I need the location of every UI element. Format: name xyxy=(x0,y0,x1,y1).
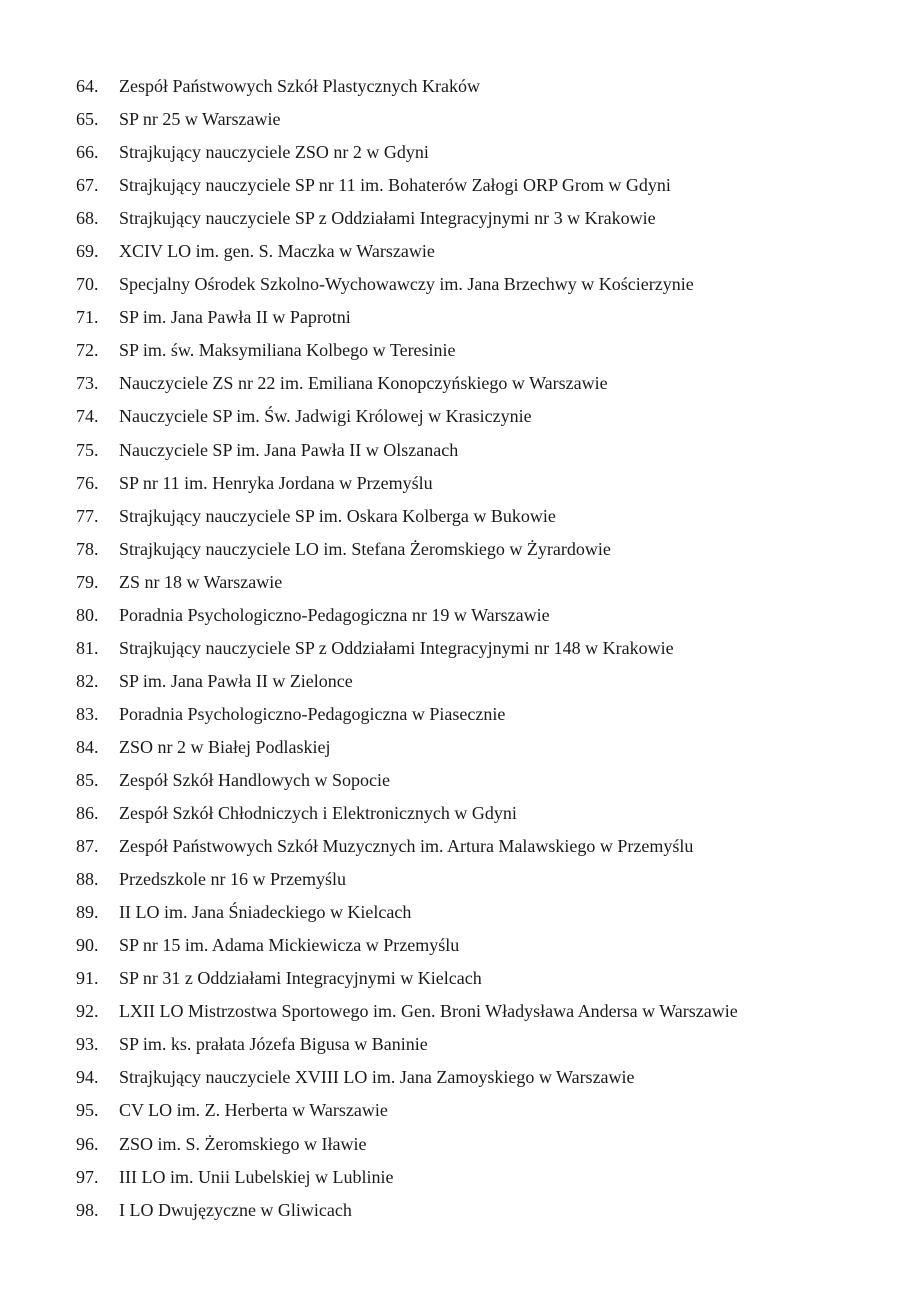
item-text: ZSO nr 2 w Białej Podlaskiej xyxy=(119,736,331,757)
list-item xyxy=(0,1094,920,1127)
item-text: SP im. Jana Pawła II w Paprotni xyxy=(119,307,351,328)
item-number: 67. xyxy=(76,175,99,196)
item-number: 71. xyxy=(76,307,99,328)
list-item xyxy=(0,962,920,995)
list-item xyxy=(0,599,920,632)
list-item xyxy=(0,400,920,433)
list-item xyxy=(0,1028,920,1061)
item-number: 78. xyxy=(76,538,99,559)
list-item xyxy=(0,70,920,103)
item-text: Zespół Szkół Handlowych w Sopocie xyxy=(119,769,390,790)
list-item xyxy=(0,301,920,334)
item-number: 77. xyxy=(76,505,99,526)
list-item xyxy=(0,169,920,202)
item-text: ZSO im. S. Żeromskiego w Iławie xyxy=(119,1133,367,1154)
item-number: 76. xyxy=(76,472,99,493)
list-item xyxy=(0,500,920,533)
list-item xyxy=(0,698,920,731)
item-number: 81. xyxy=(76,637,99,658)
item-number: 79. xyxy=(76,571,99,592)
item-number: 66. xyxy=(76,142,99,163)
item-text: SP nr 15 im. Adama Mickiewicza w Przemyślu xyxy=(119,935,460,956)
item-text: SP im. ks. prałata Józefa Bigusa w Baninie xyxy=(119,1034,428,1055)
item-number: 93. xyxy=(76,1034,99,1055)
item-text: Zespół Szkół Chłodniczych i Elektronicznych w Gdyni xyxy=(119,803,517,824)
item-text: SP im. Jana Pawła II w Zielonce xyxy=(119,670,353,691)
item-text: Strajkujący nauczyciele XVIII LO im. Jana Zamoyskiego w Warszawie xyxy=(119,1067,635,1088)
item-text: Strajkujący nauczyciele SP im. Oskara Kolberga w Bukowie xyxy=(119,505,556,526)
list-item xyxy=(0,1128,920,1161)
list-item xyxy=(0,434,920,467)
item-number: 91. xyxy=(76,968,99,989)
item-number: 74. xyxy=(76,406,99,427)
item-text: SP nr 25 w Warszawie xyxy=(119,109,281,130)
list-item xyxy=(0,103,920,136)
item-text: Strajkujący nauczyciele SP z Oddziałami Integracyjnymi nr 148 w Krakowie xyxy=(119,637,674,658)
item-number: 87. xyxy=(76,836,99,857)
item-number: 98. xyxy=(76,1199,99,1220)
item-text: Przedszkole nr 16 w Przemyślu xyxy=(119,869,346,890)
item-number: 65. xyxy=(76,109,99,130)
item-text: Nauczyciele ZS nr 22 im. Emiliana Konopczyńskiego w Warszawie xyxy=(119,373,608,394)
item-number: 64. xyxy=(76,76,99,96)
item-number: 97. xyxy=(76,1166,99,1187)
item-text: Nauczyciele SP im. Jana Pawła II w Olszanach xyxy=(119,439,459,460)
list-item xyxy=(0,367,920,400)
item-number: 90. xyxy=(76,935,99,956)
item-number: 96. xyxy=(76,1133,99,1154)
item-number: 73. xyxy=(76,373,99,394)
item-text: II LO im. Jana Śniadeckiego w Kielcach xyxy=(119,902,412,923)
item-number: 72. xyxy=(76,340,99,361)
item-number: 86. xyxy=(76,803,99,824)
list-item xyxy=(0,995,920,1028)
item-text: ZS nr 18 w Warszawie xyxy=(119,571,283,592)
item-number: 82. xyxy=(76,670,99,691)
item-text: Poradnia Psychologiczno-Pedagogiczna nr 19 w Warszawie xyxy=(119,604,550,625)
item-text: Strajkujący nauczyciele SP z Oddziałami Integracyjnymi nr 3 w Krakowie xyxy=(119,208,656,229)
item-text: SP im. św. Maksymiliana Kolbego w Teresinie xyxy=(119,340,456,361)
item-number: 68. xyxy=(76,208,99,229)
list-item xyxy=(0,533,920,566)
item-number: 89. xyxy=(76,902,99,923)
item-text: Nauczyciele SP im. Św. Jadwigi Królowej w Krasiczynie xyxy=(119,406,532,427)
item-number: 88. xyxy=(76,869,99,890)
item-text: SP nr 31 z Oddziałami Integracyjnymi w Kielcach xyxy=(119,968,482,989)
item-number: 83. xyxy=(76,703,99,724)
list-item xyxy=(0,797,920,830)
item-text: SP nr 11 im. Henryka Jordana w Przemyślu xyxy=(119,472,433,493)
item-number: 92. xyxy=(76,1001,99,1022)
item-text: Specjalny Ośrodek Szkolno-Wychowawczy im. Jana Brzechwy w Kościerzynie xyxy=(119,274,694,295)
item-text: CV LO im. Z. Herberta w Warszawie xyxy=(119,1100,388,1121)
list-item xyxy=(0,1161,920,1194)
item-text: Strajkujący nauczyciele LO im. Stefana Żeromskiego w Żyrardowie xyxy=(119,538,611,559)
item-number: 75. xyxy=(76,439,99,460)
list-item xyxy=(0,235,920,268)
item-number: 84. xyxy=(76,736,99,757)
item-number: 94. xyxy=(76,1067,99,1088)
list-item xyxy=(0,731,920,764)
list-item xyxy=(0,830,920,863)
list-item xyxy=(0,1061,920,1094)
item-number: 80. xyxy=(76,604,99,625)
list-item xyxy=(0,566,920,599)
item-text: Zespół Państwowych Szkół Plastycznych Kraków xyxy=(119,76,480,96)
list-item xyxy=(0,632,920,665)
item-text: Poradnia Psychologiczno-Pedagogiczna w Piasecznie xyxy=(119,703,506,724)
item-text: LXII LO Mistrzostwa Sportowego im. Gen. Broni Władysława Andersa w Warszawie xyxy=(119,1001,738,1022)
list-item xyxy=(0,202,920,235)
item-text: I LO Dwujęzyczne w Gliwicach xyxy=(119,1199,352,1220)
item-number: 69. xyxy=(76,241,99,262)
item-text: Zespół Państwowych Szkół Muzycznych im. Artura Malawskiego w Przemyślu xyxy=(119,836,694,857)
item-text: III LO im. Unii Lubelskiej w Lublinie xyxy=(119,1166,394,1187)
list-item xyxy=(0,334,920,367)
item-text: XCIV LO im. gen. S. Maczka w Warszawie xyxy=(119,241,435,262)
list-item xyxy=(0,268,920,301)
item-number: 85. xyxy=(76,769,99,790)
list-item xyxy=(0,665,920,698)
list-item xyxy=(0,929,920,962)
item-text: Strajkujący nauczyciele SP nr 11 im. Bohaterów Załogi ORP Grom w Gdyni xyxy=(119,175,671,196)
item-number: 95. xyxy=(76,1100,99,1121)
list-item xyxy=(0,467,920,500)
numbered-list xyxy=(0,70,920,1227)
item-number: 70. xyxy=(76,274,99,295)
list-item xyxy=(0,896,920,929)
list-item xyxy=(0,136,920,169)
list-item xyxy=(0,764,920,797)
list-item xyxy=(0,1194,920,1227)
item-text: Strajkujący nauczyciele ZSO nr 2 w Gdyni xyxy=(119,142,429,163)
list-item xyxy=(0,863,920,896)
